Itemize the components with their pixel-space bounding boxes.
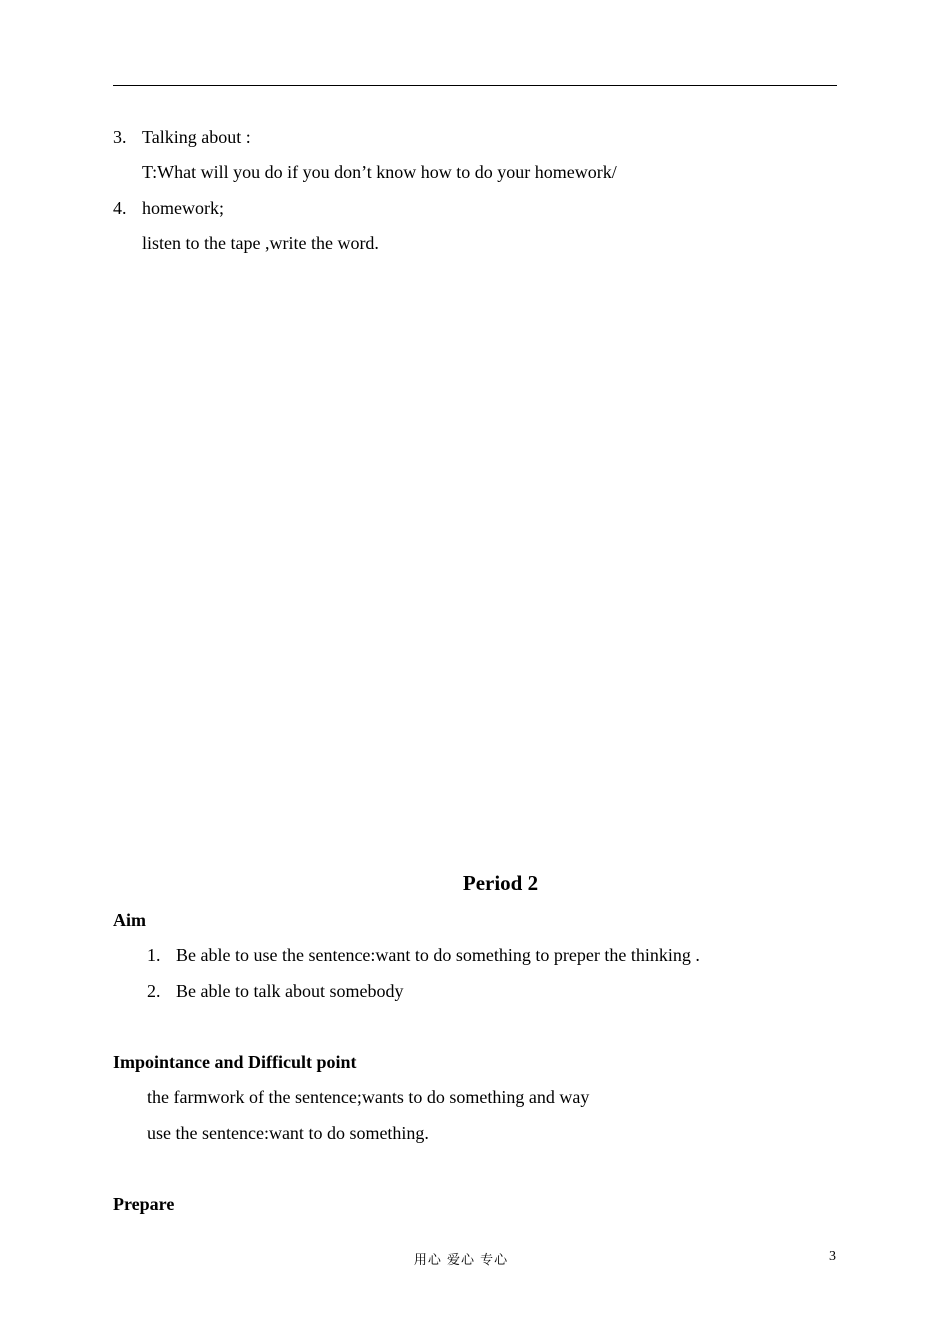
list-item-4-detail: listen to the tape ,write the word. [142,233,379,253]
prepare-heading: Prepare [113,1194,175,1214]
list-number: 3. [113,127,127,147]
importance-line-1: the farmwork of the sentence;wants to do something and way [147,1087,590,1107]
header-rule [113,85,837,86]
list-text: Be able to use the sentence:want to do something to preper the thinking . [176,945,700,965]
list-item-4 [113,197,224,219]
aim-heading: Aim [113,910,146,930]
list-item-3 [113,126,251,148]
list-number: 1. [147,945,161,965]
importance-heading: Impointance and Difficult point [113,1052,357,1072]
aim-item-1 [147,944,700,966]
list-text: homework; [142,198,224,218]
list-item-3-detail: T:What will you do if you don’t know how to do your homework/ [142,162,617,182]
list-text: Be able to talk about somebody [176,981,404,1001]
importance-line-2: use the sentence:want to do something. [147,1123,429,1143]
page-number: 3 [829,1249,836,1264]
period-title: Period 2 [462,871,539,895]
aim-item-2 [147,980,403,1002]
list-text: Talking about : [142,127,251,147]
list-number: 4. [113,198,127,218]
footer-motto: 用心 爱心 专心 [413,1253,509,1268]
list-number: 2. [147,981,161,1001]
